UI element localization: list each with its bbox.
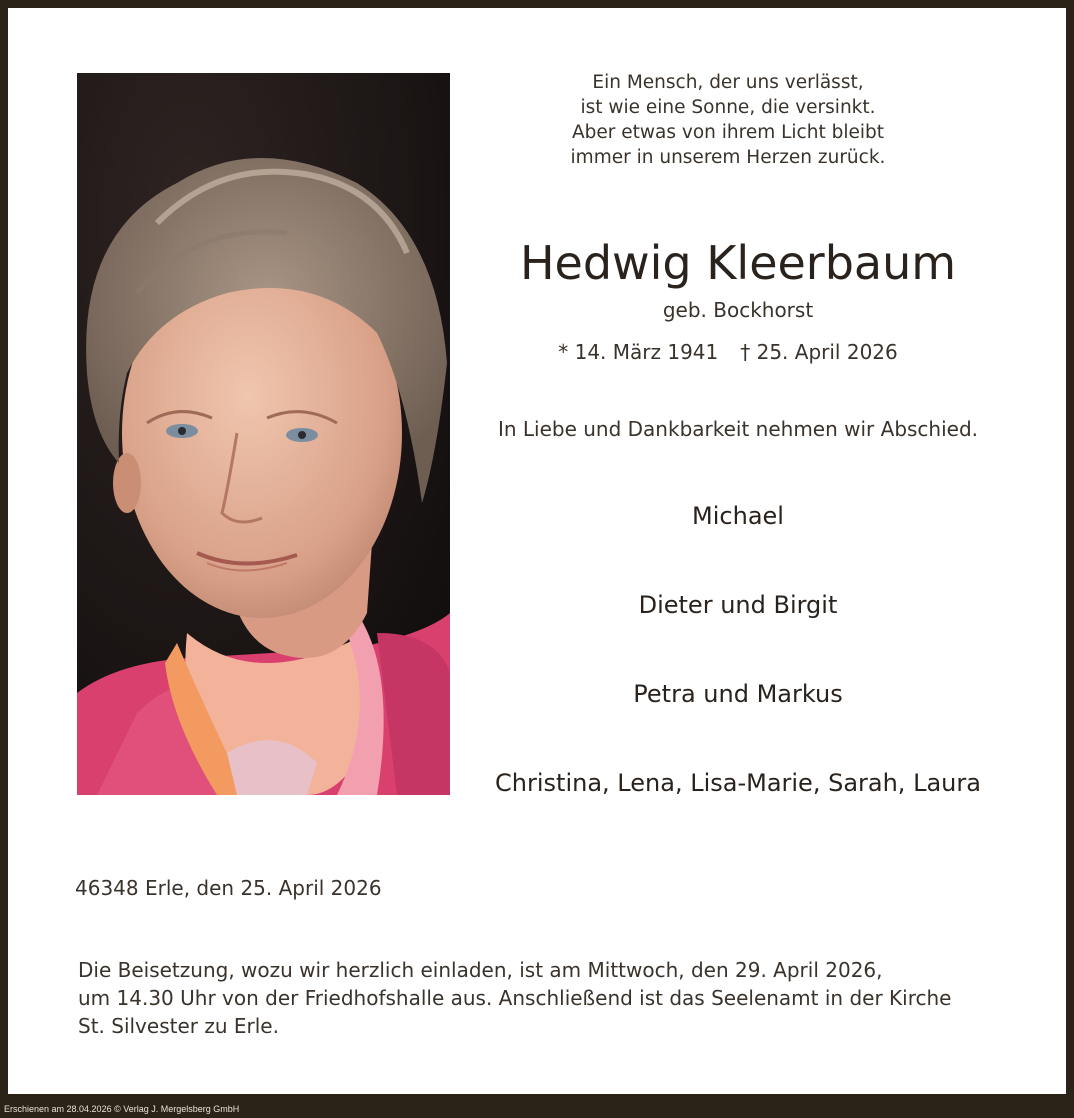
poem-line: Aber etwas von ihrem Licht bleibt xyxy=(572,122,884,143)
funeral-notice-line: St. Silvester zu Erle. xyxy=(78,1014,279,1038)
birth-date: * 14. März 1941 xyxy=(558,340,719,364)
funeral-notice-line: Die Beisetzung, wozu wir herzlich einladen, ist am Mittwoch, den 29. April 2026, xyxy=(78,958,883,982)
mourner-line: Dieter und Birgit xyxy=(638,591,838,619)
mourner-line: Petra und Markus xyxy=(633,680,843,708)
death-date: † 25. April 2026 xyxy=(740,340,898,364)
funeral-notice-line: um 14.30 Uhr von der Friedhofshalle aus. Anschließend ist das Seelenamt in der Kirche xyxy=(78,986,952,1010)
portrait-photo xyxy=(77,73,450,795)
place-date: 46348 Erle, den 25. April 2026 xyxy=(75,876,382,900)
life-dates xyxy=(528,340,928,364)
funeral-notice xyxy=(78,956,1028,1040)
maiden-name: geb. Bockhorst xyxy=(662,298,814,322)
portrait-illustration xyxy=(77,73,450,795)
mourner-line: Michael xyxy=(692,502,784,530)
publication-footer: Erschienen am 28.04.2026 © Verlag J. Mergelsberg GmbH xyxy=(4,1104,240,1114)
poem-line: Ein Mensch, der uns verlässt, xyxy=(592,72,864,93)
poem-line: ist wie eine Sonne, die versinkt. xyxy=(580,97,876,118)
farewell-text: In Liebe und Dankbarkeit nehmen wir Abschied. xyxy=(497,417,979,441)
obituary-card xyxy=(8,8,1066,1094)
poem xyxy=(528,70,928,170)
deceased-name: Hedwig Kleerbaum xyxy=(519,236,957,290)
mourner-line: Christina, Lena, Lisa-Marie, Sarah, Laura xyxy=(495,769,981,797)
poem-line: immer in unserem Herzen zurück. xyxy=(570,147,886,168)
